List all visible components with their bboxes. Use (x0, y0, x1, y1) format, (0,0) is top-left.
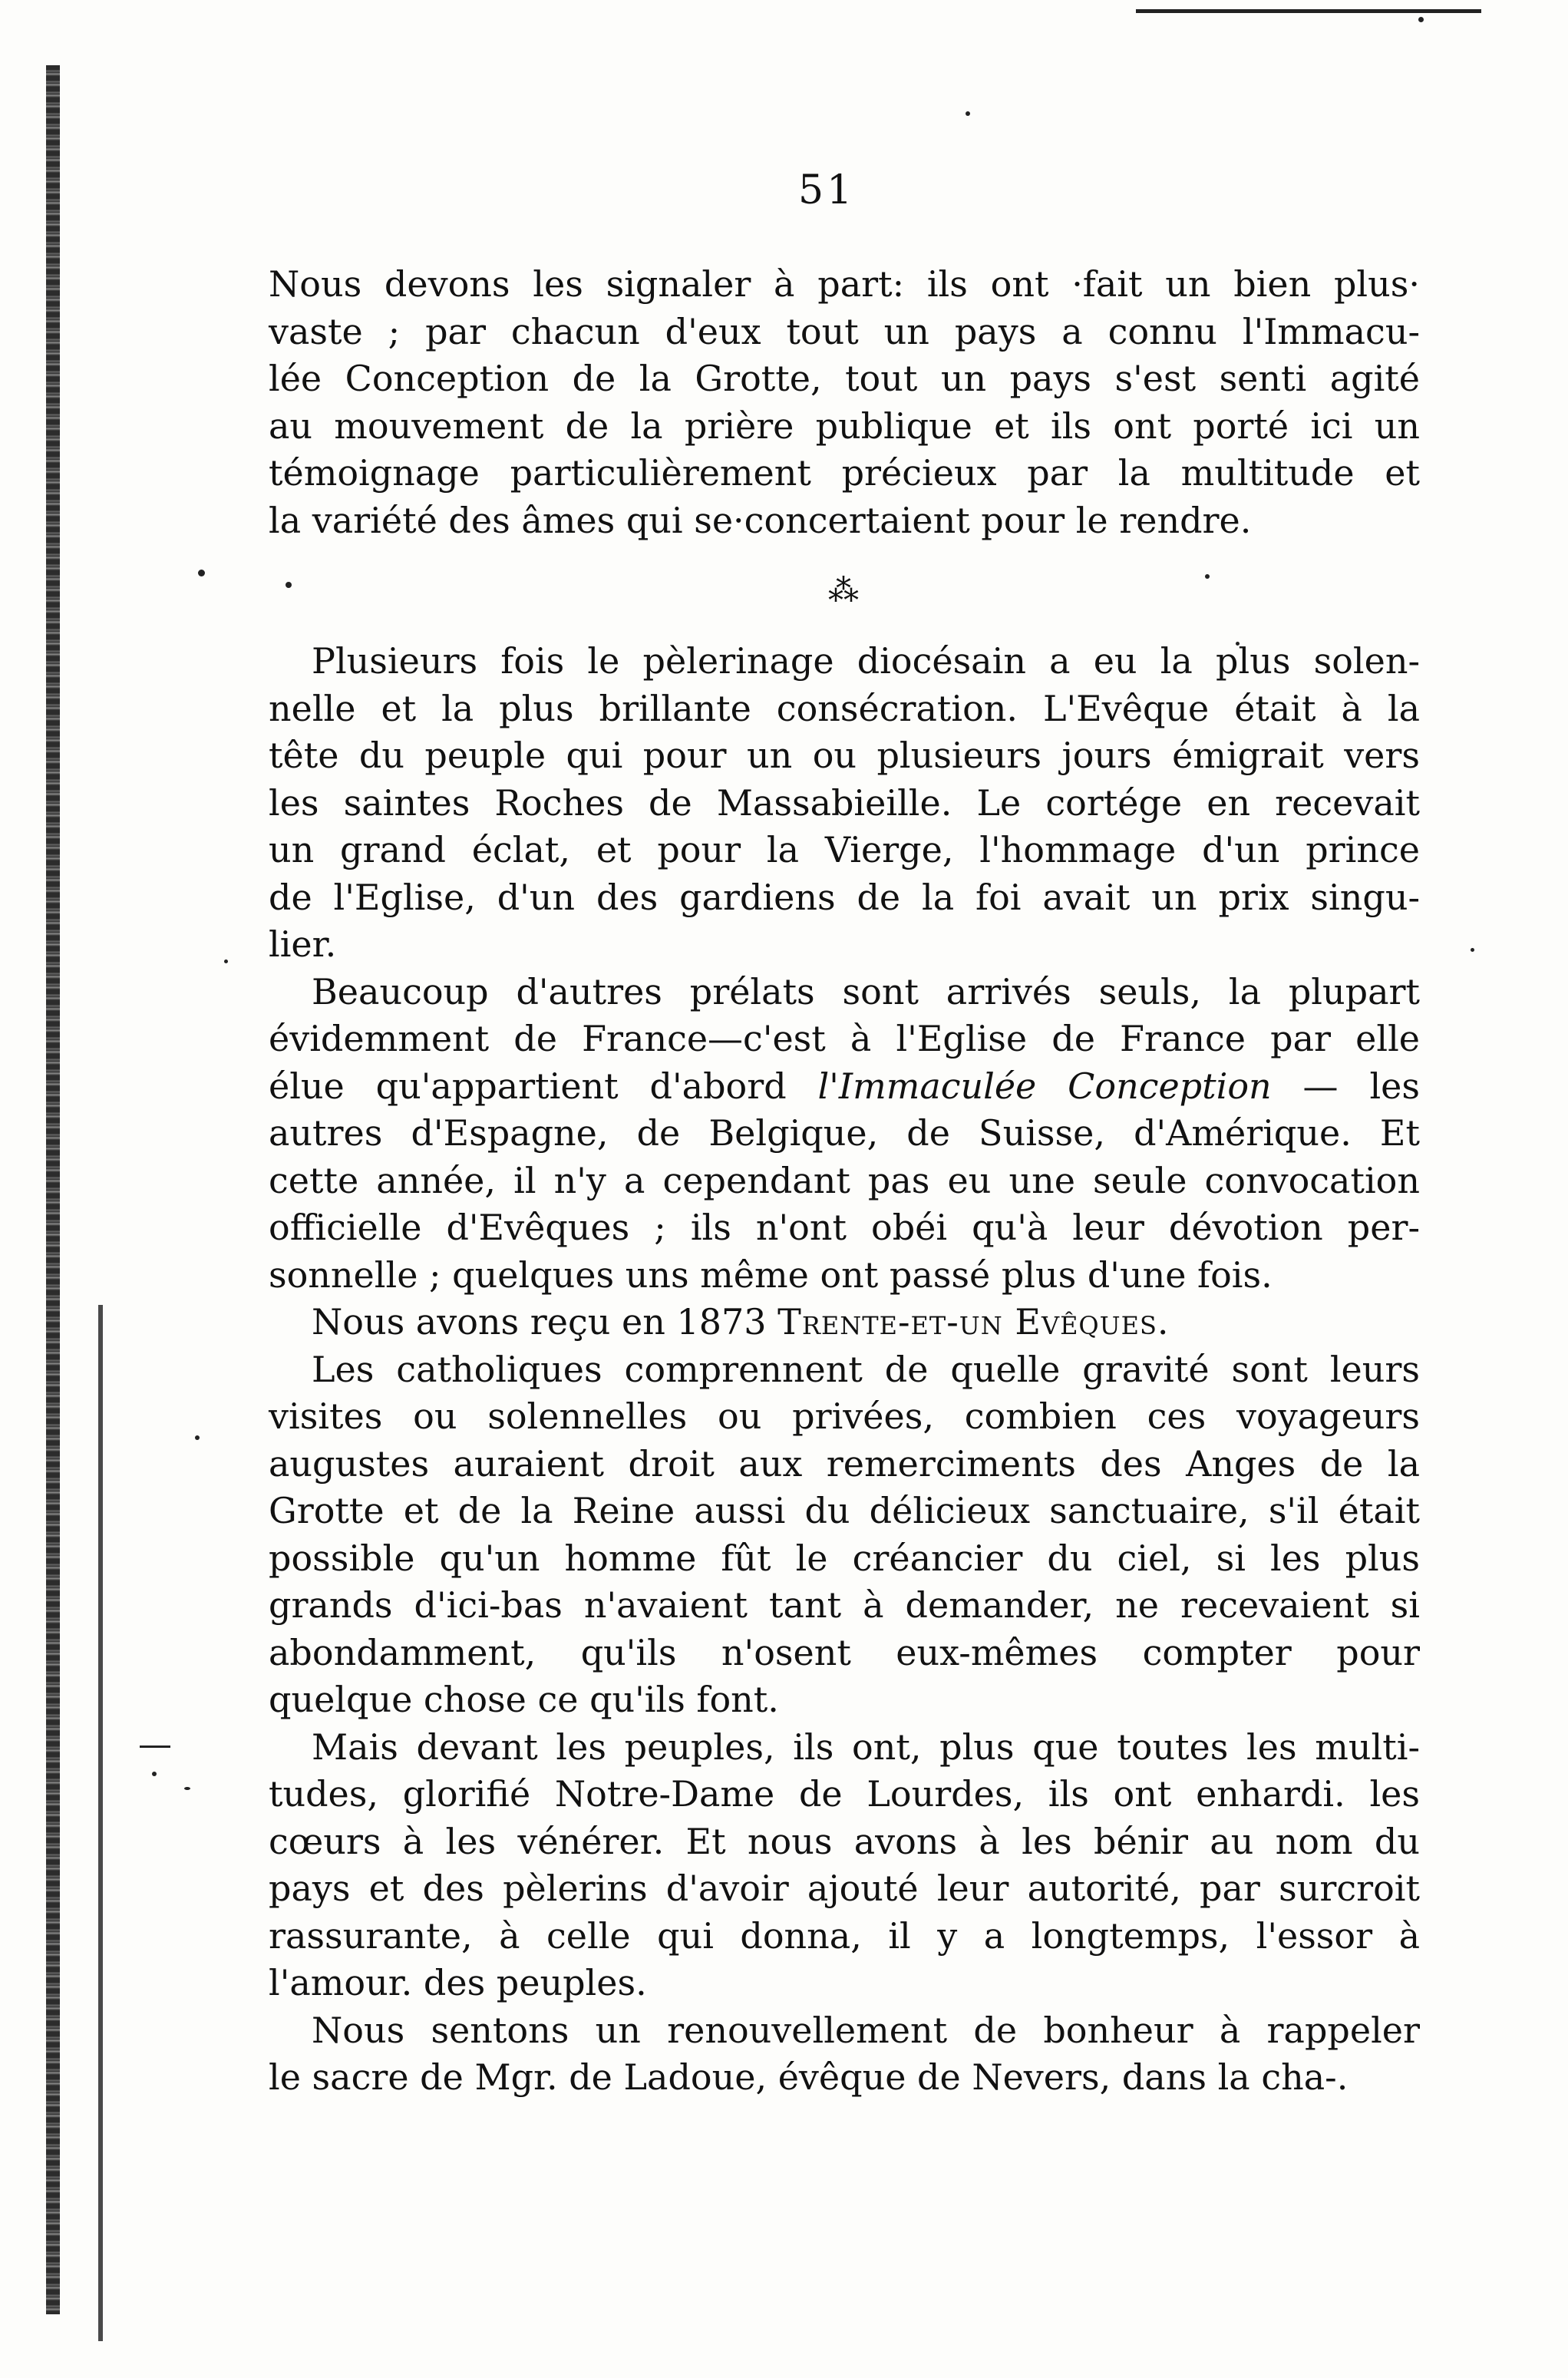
text-line: le sacre de Mgr. de Ladoue, évêque de Nevers, dans la cha-. (269, 2056, 1348, 2098)
binding-edge (46, 65, 60, 2314)
text-line: nelle et la plus brillante consécration. L'Evêque était à la (269, 687, 1420, 729)
text-line: pays et des pèlerins d'avoir ajouté leur autorité, par surcroit (269, 1868, 1420, 1909)
text-line: au mouvement de la prière publique et ils ont porté ici un (269, 405, 1420, 447)
text-run: — les (1271, 1065, 1420, 1107)
text-line: quelque chose ce qu'ils font. (269, 1679, 779, 1720)
text-line: abondamment, qu'ils n'osent eux-mêmes compter pour (269, 1631, 1420, 1673)
scan-speck (195, 1435, 200, 1440)
text-line: vaste ; par chacun d'eux tout un pays a connu l'Immacu- (269, 310, 1420, 352)
scan-speck (1418, 17, 1424, 22)
text-line: témoignage particulièrement précieux par la multitude et (269, 452, 1420, 494)
text-line: Mais devant les peuples, ils ont, plus que toutes les multi- (312, 1726, 1420, 1768)
italic-phrase: l'Immaculée Conception (817, 1065, 1272, 1107)
text-line-mixed (269, 1299, 1420, 1346)
text-line: Nous devons les signaler à part: ils ont ·fait un bien plus· (269, 263, 1420, 305)
text-line: officielle d'Evêques ; ils n'ont obéi qu'à leur dévotion per- (269, 1207, 1420, 1248)
scan-speck (966, 111, 970, 116)
text-line: les saintes Roches de Massabieille. Le cortége en recevait (269, 781, 1420, 824)
text-line: sonnelle ; quelques uns même ont passé plus d'une fois. (269, 1253, 1273, 1296)
text-line: rassurante, à celle qui donna, il y a longtemps, l'essor à (269, 1914, 1420, 1957)
text-line: l'amour. des peuples. (269, 1962, 647, 2003)
text-line: tudes, glorifié Notre-Dame de Lourdes, ils ont enhardi. les (269, 1773, 1420, 1815)
scan-speck (224, 959, 228, 963)
scan-speck (1471, 948, 1474, 952)
text-line: Nous sentons un renouvellement de bonheur à rappeler (312, 2009, 1420, 2051)
text-line: autres d'Espagne, de Belgique, de Suisse, d'Amérique. Et (269, 1112, 1420, 1154)
text-line: tête du peuple qui pour un ou plusieurs jours émigrait vers (269, 735, 1420, 776)
text-line: cette année, il n'y a cependant pas eu une seule convocation (269, 1159, 1420, 1201)
text-line: un grand éclat, et pour la Vierge, l'hommage d'un prince (269, 829, 1420, 870)
text-line-mixed (269, 1063, 1420, 1111)
scan-speck (140, 1746, 170, 1748)
text-line: Les catholiques comprennent de quelle gravité sont leurs (312, 1348, 1420, 1390)
asterism-separator: ⁂ (828, 573, 860, 609)
text-line: possible qu'un homme fût le créancier du ciel, si les plus (269, 1537, 1420, 1579)
binding-edge-inner (98, 1305, 103, 2341)
text-line: Beaucoup d'autres prélats sont arrivés seuls, la plupart (312, 970, 1420, 1012)
text-line: de l'Eglise, d'un des gardiens de la foi avait un prix singu- (269, 876, 1420, 918)
scan-speck (184, 1787, 190, 1790)
text-line: Grotte et de la Reine aussi du délicieux sanctuaire, s'il était (269, 1490, 1420, 1531)
scan-speck (198, 570, 205, 576)
text-line: lée Conception de la Grotte, tout un pays s'est senti agité (269, 358, 1420, 399)
scan-speck (152, 1772, 157, 1776)
top-rule (1136, 9, 1481, 13)
text-line: la variété des âmes qui se·concertaient pour le rendre. (269, 499, 1252, 541)
text-line: augustes auraient droit aux remerciments des Anges de la (269, 1442, 1420, 1485)
page-number: 51 (798, 167, 856, 213)
text-run: Nous avons reçu en 1873 (312, 1301, 778, 1343)
text-line: grands d'ici-bas n'avaient tant à demander, ne recevaient si (269, 1584, 1420, 1626)
body-text (269, 261, 1420, 2102)
text-line: évidemment de France—c'est à l'Eglise de France par elle (269, 1018, 1420, 1059)
text-line: visites ou solennelles ou privées, combien ces voyageurs (269, 1395, 1420, 1437)
text-line: Plusieurs fois le pèlerinage diocésain a eu la plus solen- (312, 640, 1420, 682)
text-line: lier. (269, 923, 337, 965)
text-line: cœurs à les vénérer. Et nous avons à les bénir au nom du (269, 1820, 1420, 1862)
small-caps-phrase: Trente-et-un Evêques. (777, 1301, 1170, 1343)
text-run: élue qu'appartient d'abord (269, 1065, 818, 1107)
